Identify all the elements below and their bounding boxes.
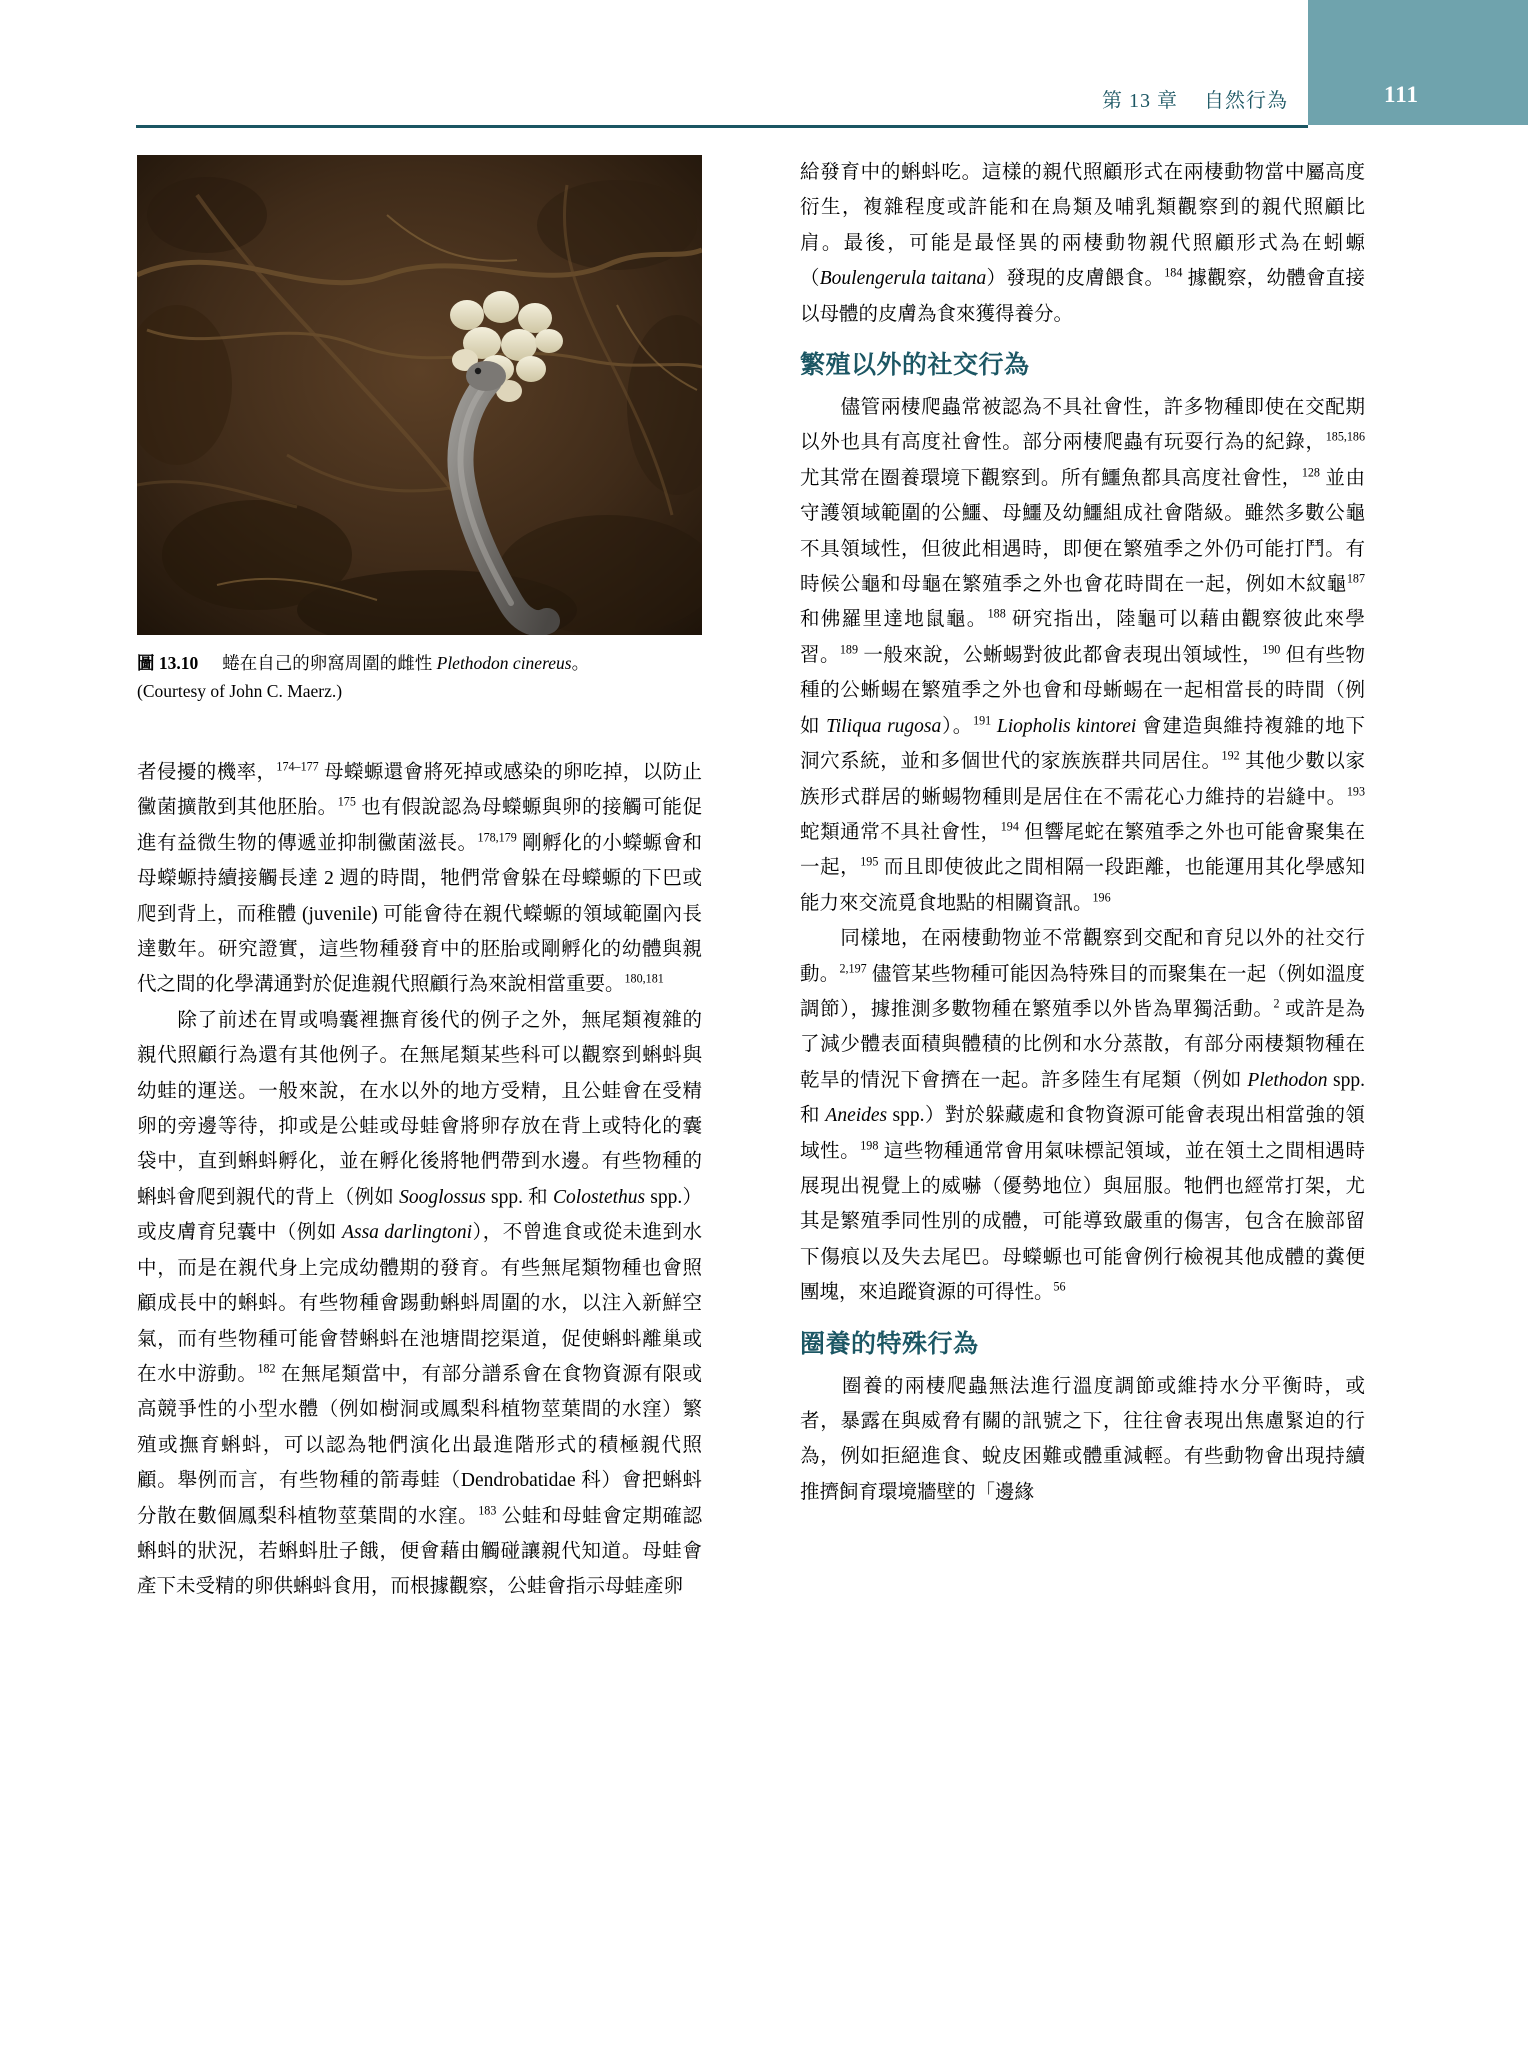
right-column <box>800 155 1365 1510</box>
figure-13-10 <box>137 155 702 705</box>
left-paragraph-1: 者侵擾的機率，$^{174-177}$ 母蠑螈還會將死掉或感染的卵吃掉，以防止黴菌擴散到其他胚胎。$^{175}$ 也有假說認為母蠑螈與卵的接觸可能促進有益微生物的傳遞並抑制黴菌滋長。$^{178,179}$ 剛孵化的小蠑螈會和母蠑螈持續接觸長達 2 週的時間，牠們常會躲在母蠑螈的下巴或爬到背上，而稚體 (juvenile) 可能會待在親代蠑螈的領域範圍內長達數年。研究證實，這些物種發育中的胚胎或剛孵化的幼體與親代之間的化學溝通對於促進親代照顧行為來說相當重要。$^{180,181}$ <box>137 759 702 996</box>
left-column <box>137 155 702 1605</box>
figure-caption <box>137 649 702 705</box>
chapter-label: 第 13 章 <box>1102 90 1178 112</box>
right-intro-paragraph: 給發育中的蝌蚪吃。這樣的親代照顧形式在兩棲動物當中屬高度衍生，複雜程度或許能和在鳥類及哺乳類觀察到的親代照顧比肩。最後，可能是最怪異的兩棲動物親代照顧形式為在蚓螈（Boulengerula taitana）發現的皮膚餵食。$^{184}$ 據觀察，幼體會直接以母體的皮膚為食來獲得養分。 <box>800 162 1365 325</box>
section-heading-captive-behavior: 圈養的特殊行為 <box>800 1328 979 1358</box>
page-number: 111 <box>1384 82 1419 107</box>
figure-caption-species: Plethodon cinereus <box>436 653 572 673</box>
left-paragraph-2: 除了前述在胃或鳴囊裡撫育後代的例子之外，無尾類複雜的親代照顧行為還有其他例子。在無尾類某些科可以觀察到蝌蚪與幼蛙的運送。一般來說，在水以外的地方受精，且公蛙會在受精卵的旁邊等待，抑或是公蛙或母蛙會將卵存放在背上或特化的囊袋中，直到蝌蚪孵化，並在孵化後將牠們帶到水邊。有些物種的蝌蚪會爬到親代的背上（例如 Sooglossus spp. 和 Colostethus spp.）或皮膚育兒囊中（例如 Assa darlingtoni），不曾進食或從未進到水中，而是在親代身上完成幼體期的發育。有些無尾類物種也會照顧成長中的蝌蚪。有些物種會踢動蝌蚪周圍的水，以注入新鮮空氣，而有些物種可能會替蝌蚪在池塘間挖渠道，促使蝌蚪離巢或在水中游動。$^{182}$ 在無尾類當中，有部分譜系會在食物資源有限或高競爭性的小型水體（例如樹洞或鳳梨科植物莖葉間的水窪）繁殖或撫育蝌蚪，可以認為牠們演化出最進階形式的積極親代照顧。舉例而言，有些物種的箭毒蛙（Dendrobatidae 科）會把蝌蚪分散在數個鳳梨科植物莖葉間的水窪。$^{183}$ 公蛙和母蛙會定期確認蝌蚪的狀況，若蝌蚪肚子餓，便會藉由觸碰讓親代知道。母蛙會產下未受精的卵供蝌蚪食用，而根據觀察，公蛙會指示母蛙產卵 <box>137 1009 702 1598</box>
figure-label: 圖 13.10 <box>137 653 199 673</box>
running-head <box>1102 84 1288 113</box>
figure-caption-end: 。 <box>571 653 590 673</box>
captive-paragraph-1: 圈養的兩棲爬蟲無法進行溫度調節或維持水分平衡時，或者，暴露在與威脅有關的訊號之下，往往會表現出焦慮緊迫的行為，例如拒絕進食、蛻皮困難或體重減輕。有些動物會出現持續推擠飼育環境牆壁的「邊緣 <box>800 1375 1365 1503</box>
social-paragraph-2: 同樣地，在兩棲動物並不常觀察到交配和育兒以外的社交行動。$^{2,197}$ 儘管某些物種可能因為特殊目的而聚集在一起（例如溫度調節），據推測多數物種在繁殖季以外皆為單獨活動。$^2$ 或許是為了減少體表面積與體積的比例和水分蒸散，有部分兩棲類物種在乾旱的情況下會擠在一起。許多陸生有尾類（例如 Plethodon spp. 和 Aneides spp.）對於躲藏處和食物資源可能會表現出相當強的領域性。$^{198}$ 這些物種通常會用氣味標記領域，並在領土之間相遇時展現出視覺上的威嚇（優勢地位）與屈服。牠們也經常打架，尤其是繁殖季同性別的成體，可能導致嚴重的傷害，包含在臉部留下傷痕以及失去尾巴。母蠑螈也可能會例行檢視其他成體的糞便團塊，來追蹤資源的可得性。$^{56}$ <box>800 928 1365 1304</box>
social-paragraph-1: 儘管兩棲爬蟲常被認為不具社會性，許多物種即使在交配期以外也具有高度社會性。部分兩棲爬蟲有玩耍行為的紀錄，$^{185,186}$ 尤其常在圈養環境下觀察到。所有鱷魚都具高度社會性，$^{128}$ 並由守護領域範圍的公鱷、母鱷及幼鱷組成社會階級。雖然多數公龜不具領域性，但彼此相遇時，即便在繁殖季之外仍可能打鬥。有時候公龜和母龜在繁殖季之外也會花時間在一起，例如木紋龜$^{187}$ 和佛羅里達地鼠龜。$^{188}$ 研究指出，陸龜可以藉由觀察彼此來學習。$^{189}$ 一般來說，公蜥蜴對彼此都會表現出領域性，$^{190}$ 但有些物種的公蜥蜴在繁殖季之外也會和母蜥蜴在一起相當長的時間（例如 Tiliqua rugosa）。$^{191}$ Liopholis kintorei 會建造與維持複雜的地下洞穴系統，並和多個世代的家族族群共同居住。$^{192}$ 其他少數以家族形式群居的蜥蜴物種則是居住在不需花心力維持的岩縫中。$^{193}$ 蛇類通常不具社會性，$^{194}$ 但響尾蛇在繁殖季之外也可能會聚集在一起，$^{195}$ 而且即使彼此之間相隔一段距離，也能運用其化學感知能力來交流覓食地點的相關資訊。$^{196}$ <box>800 397 1365 914</box>
chapter-title: 自然行為 <box>1204 90 1288 112</box>
section-heading-social-behavior: 繁殖以外的社交行為 <box>800 350 1030 380</box>
figure-credit: (Courtesy of John C. Maerz.) <box>137 681 343 701</box>
figure-image <box>137 155 702 635</box>
header-rule <box>136 125 1308 128</box>
figure-caption-main: 蜷在自己的卵窩周圍的雌性 <box>222 653 437 673</box>
